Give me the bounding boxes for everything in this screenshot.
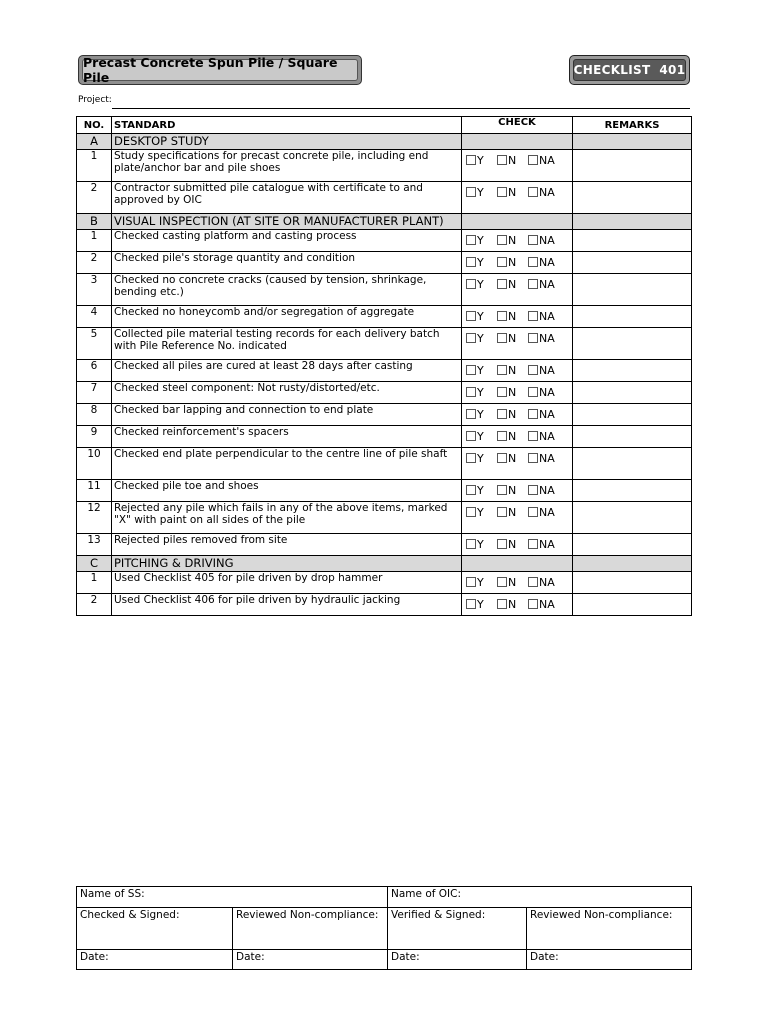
item-standard: Checked no honeycomb and/or segregation of aggregate (112, 306, 462, 328)
section-check-cell (462, 556, 573, 572)
checkbox-no[interactable] (497, 485, 507, 495)
checkbox-yes[interactable] (466, 311, 476, 321)
remarks-field[interactable] (573, 306, 692, 328)
section-row (77, 134, 692, 150)
no-label: N (508, 576, 517, 589)
check-options (462, 150, 573, 182)
checkbox-na[interactable] (528, 485, 538, 495)
item-standard: Checked pile toe and shoes (112, 480, 462, 502)
checklist-row (77, 502, 692, 534)
remarks-field[interactable] (573, 534, 692, 556)
item-number: 12 (77, 502, 112, 534)
checkbox-no[interactable] (497, 507, 507, 517)
item-standard: Checked steel component: Not rusty/distorted/etc. (112, 382, 462, 404)
item-number: 2 (77, 182, 112, 214)
item-number: 13 (77, 534, 112, 556)
item-number: 6 (77, 360, 112, 382)
yes-label: Y (477, 598, 484, 611)
col-no-header: NO. (77, 117, 112, 134)
section-code: A (77, 134, 112, 150)
no-label: N (508, 452, 517, 465)
checklist-row (77, 480, 692, 502)
section-check-cell (462, 134, 573, 150)
item-number: 2 (77, 594, 112, 616)
signature-table (76, 886, 692, 970)
remarks-field[interactable] (573, 480, 692, 502)
checkbox-yes[interactable] (466, 577, 476, 587)
page-title: Precast Concrete Spun Pile / Square Pile (82, 59, 358, 81)
reviewed-nc-field-2[interactable]: Reviewed Non-compliance: (527, 908, 692, 950)
remarks-field[interactable] (573, 382, 692, 404)
checkbox-yes[interactable] (466, 507, 476, 517)
no-label: N (508, 408, 517, 421)
check-options (462, 360, 573, 382)
section-title: DESKTOP STUDY (112, 134, 462, 150)
item-number: 11 (77, 480, 112, 502)
no-label: N (508, 538, 517, 551)
checkbox-yes[interactable] (466, 333, 476, 343)
remarks-field[interactable] (573, 502, 692, 534)
section-row (77, 556, 692, 572)
name-of-oic-field[interactable]: Name of OIC: (388, 887, 692, 908)
remarks-field[interactable] (573, 426, 692, 448)
remarks-field[interactable] (573, 360, 692, 382)
no-label: N (508, 310, 517, 323)
checkbox-no[interactable] (497, 387, 507, 397)
check-options (462, 426, 573, 448)
checklist-row (77, 448, 692, 480)
no-label: N (508, 278, 517, 291)
checkbox-yes[interactable] (466, 599, 476, 609)
no-label: N (508, 364, 517, 377)
item-standard: Used Checklist 406 for pile driven by hydraulic jacking (112, 594, 462, 616)
checkbox-na[interactable] (528, 279, 538, 289)
date-field-2[interactable]: Date: (233, 950, 388, 970)
checkbox-yes[interactable] (466, 187, 476, 197)
remarks-field[interactable] (573, 274, 692, 306)
item-standard: Checked all piles are cured at least 28 days after casting (112, 360, 462, 382)
yes-label: Y (477, 408, 484, 421)
na-label: NA (539, 186, 555, 199)
checkbox-na[interactable] (528, 365, 538, 375)
no-label: N (508, 256, 517, 269)
no-label: N (508, 186, 517, 199)
item-number: 5 (77, 328, 112, 360)
checkbox-yes[interactable] (466, 235, 476, 245)
no-label: N (508, 430, 517, 443)
checkbox-na[interactable] (528, 409, 538, 419)
yes-label: Y (477, 256, 484, 269)
check-options (462, 230, 573, 252)
yes-label: Y (477, 278, 484, 291)
na-label: NA (539, 256, 555, 269)
checkbox-yes[interactable] (466, 365, 476, 375)
item-standard: Checked end plate perpendicular to the centre line of pile shaft (112, 448, 462, 480)
checkbox-na[interactable] (528, 311, 538, 321)
checklist-table (76, 116, 692, 616)
item-number: 4 (77, 306, 112, 328)
project-field[interactable] (112, 108, 690, 109)
item-number: 1 (77, 150, 112, 182)
yes-label: Y (477, 538, 484, 551)
item-standard: Checked bar lapping and connection to end plate (112, 404, 462, 426)
col-remarks-header: REMARKS (573, 117, 692, 134)
na-label: NA (539, 310, 555, 323)
check-options (462, 274, 573, 306)
item-standard: Checked reinforcement's spacers (112, 426, 462, 448)
na-label: NA (539, 154, 555, 167)
na-label: NA (539, 386, 555, 399)
checkbox-yes[interactable] (466, 409, 476, 419)
check-options (462, 382, 573, 404)
col-standard-header: STANDARD (112, 117, 462, 134)
checkbox-na[interactable] (528, 387, 538, 397)
yes-label: Y (477, 234, 484, 247)
na-label: NA (539, 576, 555, 589)
remarks-field[interactable] (573, 404, 692, 426)
checkbox-na[interactable] (528, 187, 538, 197)
checkbox-yes[interactable] (466, 453, 476, 463)
yes-label: Y (477, 310, 484, 323)
check-options (462, 534, 573, 556)
checkbox-yes[interactable] (466, 155, 476, 165)
checkbox-yes[interactable] (466, 257, 476, 267)
checkbox-no[interactable] (497, 187, 507, 197)
checkbox-na[interactable] (528, 257, 538, 267)
checkbox-no[interactable] (497, 365, 507, 375)
date-field-1[interactable]: Date: (77, 950, 233, 970)
na-label: NA (539, 598, 555, 611)
checkbox-na[interactable] (528, 235, 538, 245)
check-options (462, 328, 573, 360)
yes-label: Y (477, 452, 484, 465)
remarks-field[interactable] (573, 252, 692, 274)
item-number: 3 (77, 274, 112, 306)
checkbox-yes[interactable] (466, 279, 476, 289)
na-label: NA (539, 364, 555, 377)
col-check-header: CHECK (462, 117, 573, 134)
project-label: Project: (78, 95, 112, 105)
na-label: NA (539, 538, 555, 551)
na-label: NA (539, 430, 555, 443)
check-options (462, 480, 573, 502)
no-label: N (508, 484, 517, 497)
checklist-number: CHECKLIST 401 (573, 59, 686, 81)
yes-label: Y (477, 506, 484, 519)
check-options (462, 594, 573, 616)
section-title: PITCHING & DRIVING (112, 556, 462, 572)
check-options (462, 182, 573, 214)
date-field-3[interactable]: Date: (388, 950, 527, 970)
item-standard: Used Checklist 405 for pile driven by drop hammer (112, 572, 462, 594)
no-label: N (508, 154, 517, 167)
checkbox-yes[interactable] (466, 485, 476, 495)
no-label: N (508, 506, 517, 519)
yes-label: Y (477, 430, 484, 443)
checklist-body (77, 134, 692, 616)
checkbox-no[interactable] (497, 453, 507, 463)
checklist-badge (569, 55, 690, 85)
name-of-ss-field[interactable]: Name of SS: (77, 887, 388, 908)
na-label: NA (539, 484, 555, 497)
na-label: NA (539, 506, 555, 519)
check-options (462, 252, 573, 274)
section-code: B (77, 214, 112, 230)
checkbox-no[interactable] (497, 431, 507, 441)
section-remarks-cell (573, 556, 692, 572)
checkbox-no[interactable] (497, 257, 507, 267)
remarks-field[interactable] (573, 230, 692, 252)
no-label: N (508, 598, 517, 611)
checkbox-no[interactable] (497, 539, 507, 549)
checkbox-no[interactable] (497, 279, 507, 289)
item-number: 1 (77, 230, 112, 252)
remarks-field[interactable] (573, 594, 692, 616)
checked-signed-field[interactable]: Checked & Signed: (77, 908, 233, 950)
checkbox-na[interactable] (528, 453, 538, 463)
section-check-cell (462, 214, 573, 230)
checklist-row (77, 594, 692, 616)
reviewed-nc-field-1[interactable]: Reviewed Non-compliance: (233, 908, 388, 950)
checkbox-na[interactable] (528, 431, 538, 441)
checkbox-yes[interactable] (466, 387, 476, 397)
check-options (462, 404, 573, 426)
checkbox-no[interactable] (497, 577, 507, 587)
na-label: NA (539, 332, 555, 345)
checklist-row (77, 252, 692, 274)
remarks-field[interactable] (573, 182, 692, 214)
verified-signed-field[interactable]: Verified & Signed: (388, 908, 527, 950)
na-label: NA (539, 234, 555, 247)
checkbox-no[interactable] (497, 333, 507, 343)
na-label: NA (539, 278, 555, 291)
checklist-row (77, 572, 692, 594)
check-options (462, 502, 573, 534)
checklist-row (77, 230, 692, 252)
checkbox-no[interactable] (497, 409, 507, 419)
na-label: NA (539, 408, 555, 421)
no-label: N (508, 332, 517, 345)
check-options (462, 448, 573, 480)
checklist-row (77, 182, 692, 214)
no-label: N (508, 386, 517, 399)
section-code: C (77, 556, 112, 572)
checklist-row (77, 360, 692, 382)
remarks-field[interactable] (573, 448, 692, 480)
checkbox-no[interactable] (497, 599, 507, 609)
yes-label: Y (477, 154, 484, 167)
checklist-row (77, 274, 692, 306)
checkbox-na[interactable] (528, 599, 538, 609)
checkbox-na[interactable] (528, 577, 538, 587)
checkbox-na[interactable] (528, 507, 538, 517)
checkbox-no[interactable] (497, 235, 507, 245)
yes-label: Y (477, 386, 484, 399)
checkbox-yes[interactable] (466, 539, 476, 549)
checklist-row (77, 328, 692, 360)
checkbox-na[interactable] (528, 155, 538, 165)
checklist-row (77, 382, 692, 404)
yes-label: Y (477, 332, 484, 345)
item-standard: Study specifications for precast concrete pile, including end plate/anchor bar and pile shoes (112, 150, 462, 182)
na-label: NA (539, 452, 555, 465)
yes-label: Y (477, 364, 484, 377)
item-standard: Checked no concrete cracks (caused by tension, shrinkage, bending etc.) (112, 274, 462, 306)
checkbox-na[interactable] (528, 333, 538, 343)
remarks-field[interactable] (573, 150, 692, 182)
no-label: N (508, 234, 517, 247)
section-title: VISUAL INSPECTION (AT SITE OR MANUFACTURER PLANT) (112, 214, 462, 230)
checkbox-no[interactable] (497, 155, 507, 165)
section-remarks-cell (573, 134, 692, 150)
checklist-row (77, 306, 692, 328)
date-field-4[interactable]: Date: (527, 950, 692, 970)
remarks-field[interactable] (573, 572, 692, 594)
item-standard: Rejected any pile which fails in any of the above items, marked "X" with paint on all sides of the pile (112, 502, 462, 534)
item-standard: Checked casting platform and casting process (112, 230, 462, 252)
item-standard: Checked pile's storage quantity and condition (112, 252, 462, 274)
item-number: 9 (77, 426, 112, 448)
title-box (78, 55, 362, 85)
checklist-row (77, 404, 692, 426)
checkbox-no[interactable] (497, 311, 507, 321)
section-remarks-cell (573, 214, 692, 230)
remarks-field[interactable] (573, 328, 692, 360)
check-options (462, 306, 573, 328)
item-number: 7 (77, 382, 112, 404)
item-number: 10 (77, 448, 112, 480)
checklist-row (77, 534, 692, 556)
item-standard: Contractor submitted pile catalogue with certificate to and approved by OIC (112, 182, 462, 214)
checkbox-na[interactable] (528, 539, 538, 549)
checklist-row (77, 426, 692, 448)
checkbox-yes[interactable] (466, 431, 476, 441)
item-number: 8 (77, 404, 112, 426)
item-number: 1 (77, 572, 112, 594)
item-standard: Rejected piles removed from site (112, 534, 462, 556)
check-options (462, 572, 573, 594)
yes-label: Y (477, 484, 484, 497)
yes-label: Y (477, 186, 484, 199)
item-number: 2 (77, 252, 112, 274)
yes-label: Y (477, 576, 484, 589)
section-row (77, 214, 692, 230)
checklist-row (77, 150, 692, 182)
item-standard: Collected pile material testing records for each delivery batch with Pile Reference No. indicated (112, 328, 462, 360)
